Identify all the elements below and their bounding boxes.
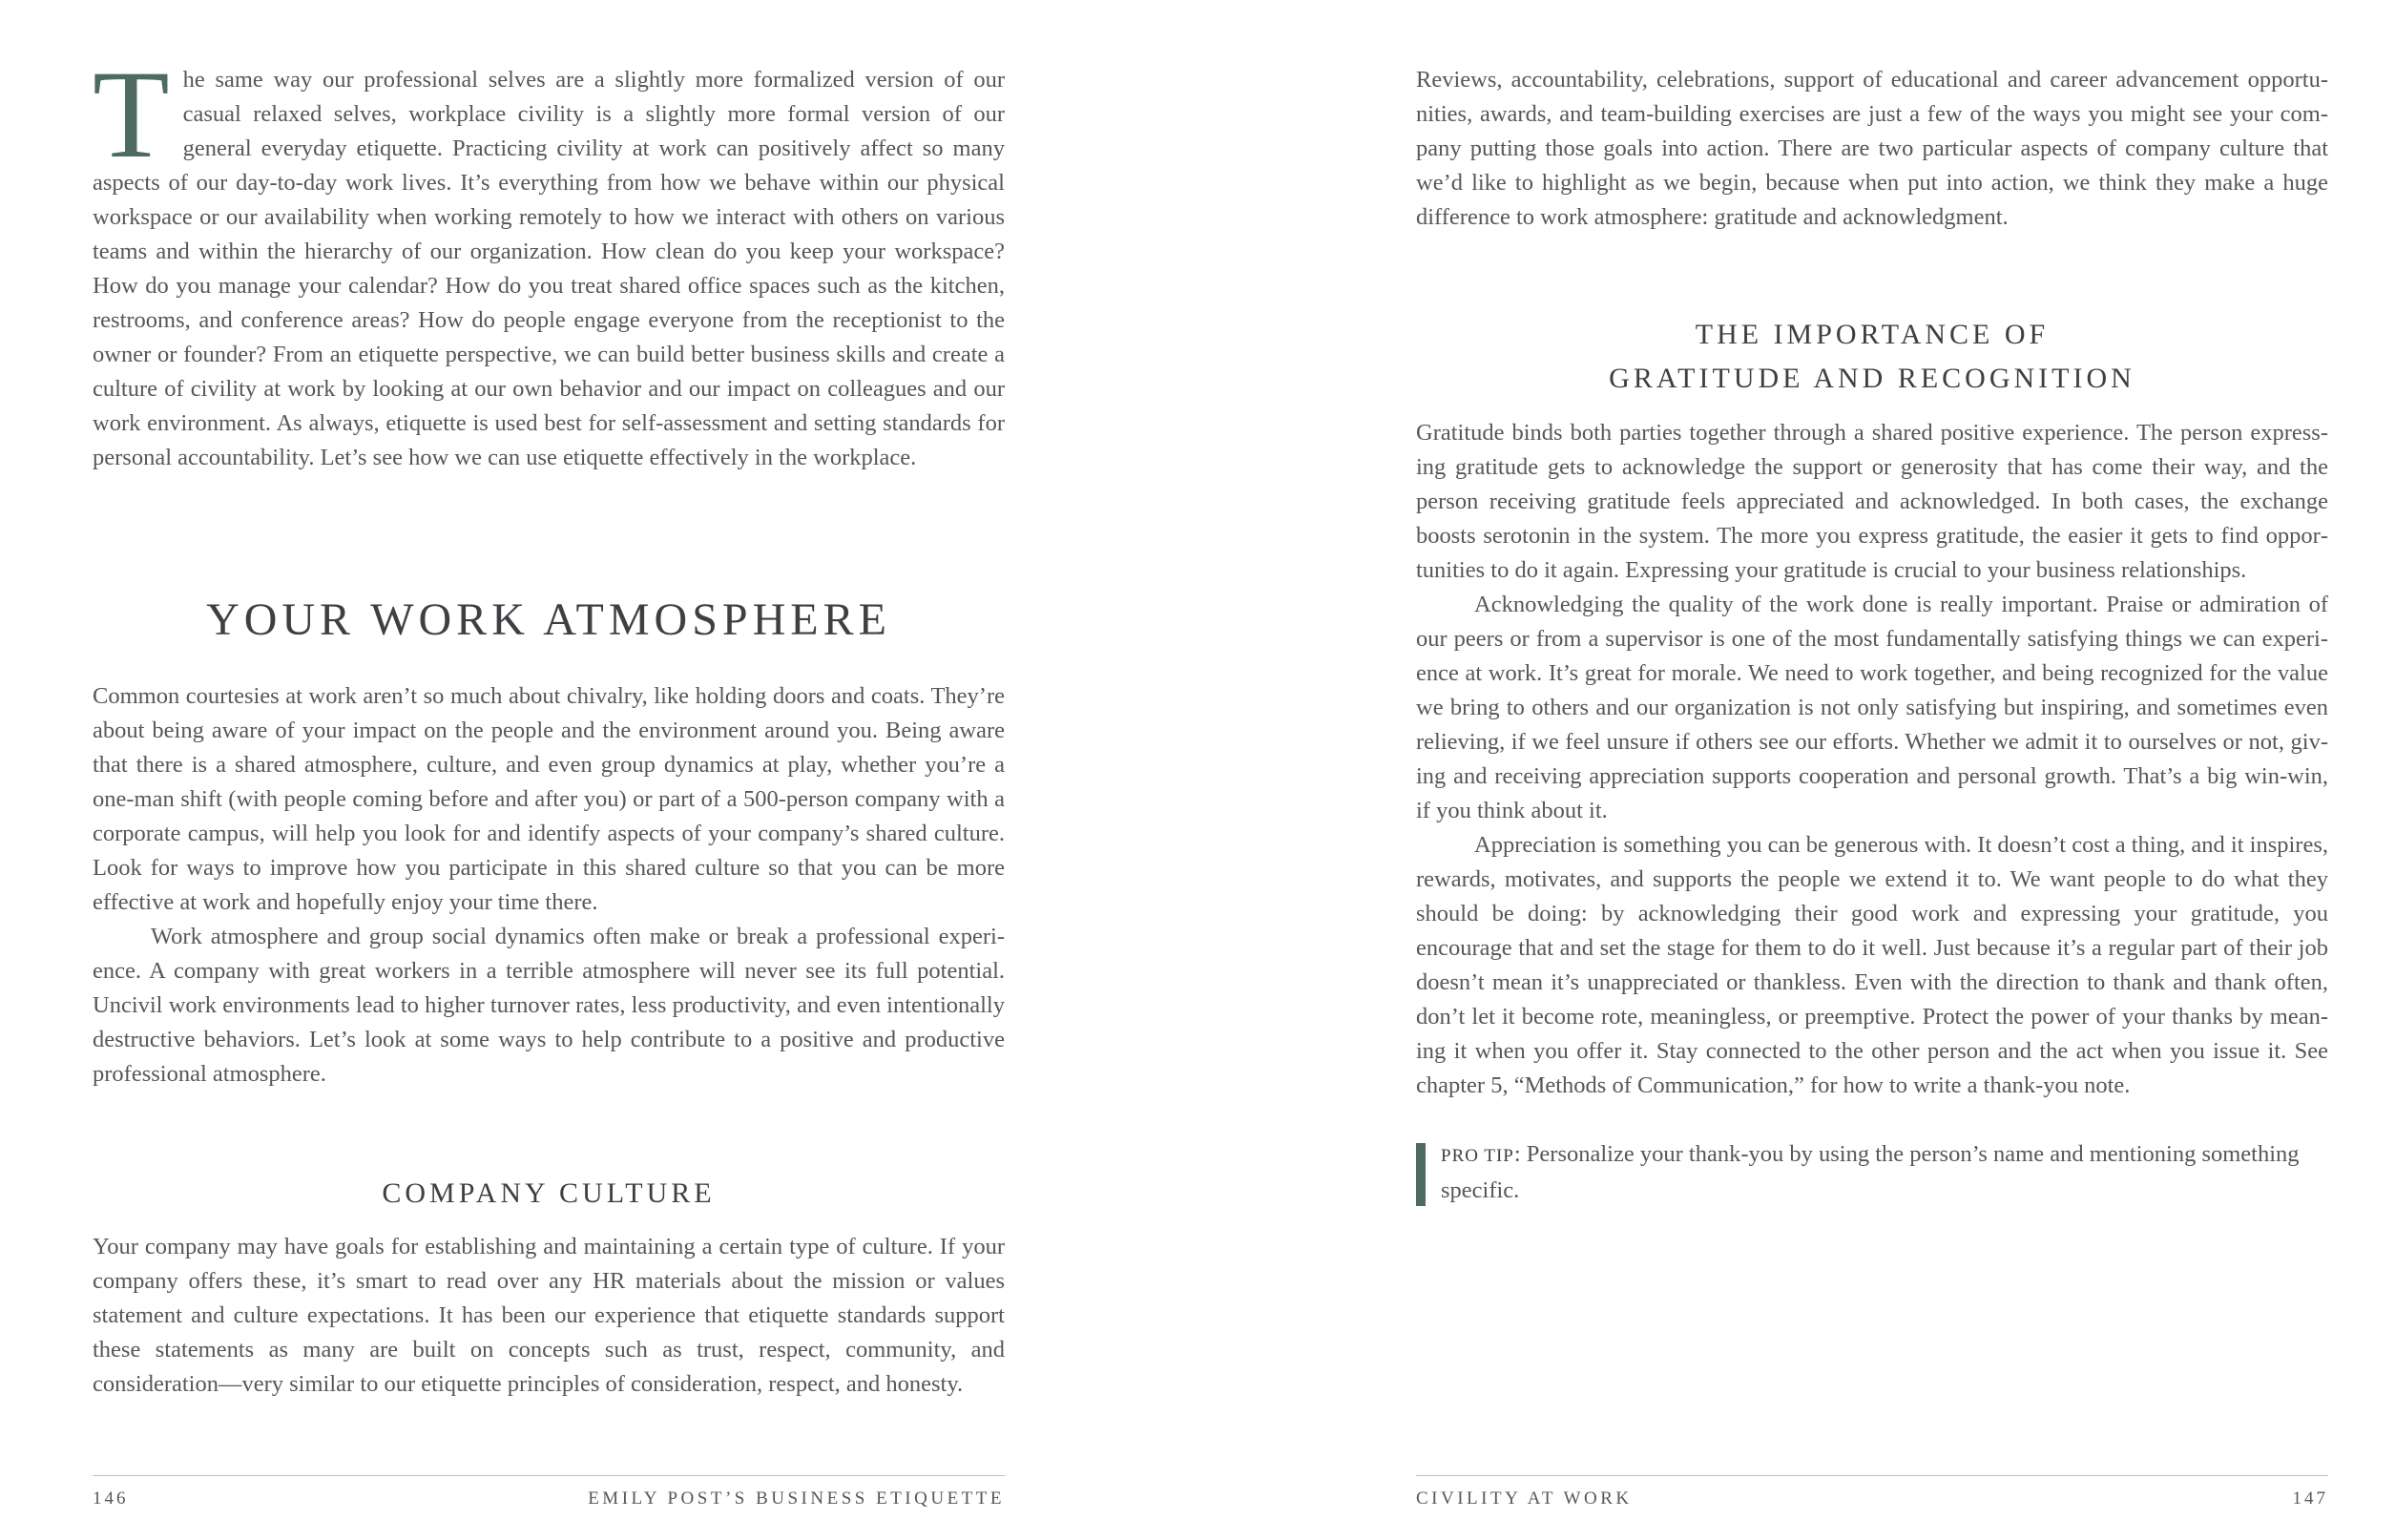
company-culture-section <box>93 1230 1005 1402</box>
left-page <box>93 0 1005 1540</box>
subheading-line-1: THE IMPORTANCE OF <box>1695 319 2050 350</box>
culture-paragraph: Your company may have goals for establishing and maintaining a certain type of culture. If your company offers these, it’s smart to read over any HR materials about the mission or values statement and culture expectations. It has been our experience that etiquette standards support these statements as many are built on concepts such as trust, respect, community, and consideration—very similar to our etiquette principles of consideration, respect, and honesty. <box>93 1234 1005 1397</box>
intro-paragraph <box>93 44 1005 475</box>
running-title-right: CIVILITY AT WORK <box>1416 1488 1633 1509</box>
pro-tip-label: PRO TIP <box>1441 1146 1514 1166</box>
pro-tip-callout <box>1416 1137 2328 1208</box>
right-intro-text: Reviews, accountability, celebrations, support of educational and career advancement opportunities, awards, and team-building exercises are just a few of the ways you might see your company putting those goals into action. There are two particular aspects of company culture that we’d like to highlight as we begin, because when put into action, we think they make a huge difference to work atmosphere: gratitude and acknowledgment. <box>1416 67 2328 230</box>
subheading-gratitude <box>1416 313 2328 401</box>
gratitude-paragraph-3: Appreciation is something you can be generous with. It doesn’t cost a thing, and it inspires, rewards, motivates, and supports the people we extend it to. We want people to do what they should be doing: by acknowledging their good work and expressing your gratitude, you encourage that and set the stage for them to do it well. Just because it’s a regular part of their job doesn’t mean it’s unappreciated or thankless. Even with the direction to thank and thank often, don’t let it become rote, meaningless, or preemptive. Protect the power of your thanks by meaning it when you offer it. Stay connected to the other person and the act when you issue it. See chapter 5, “Methods of Communication,” for how to write a thank-you note. <box>1416 832 2328 1098</box>
subheading-line-2: GRATITUDE AND RECOGNITION <box>1609 363 2135 394</box>
footer-rule-left <box>93 1475 1005 1476</box>
page-number-right: 147 <box>2292 1488 2328 1509</box>
subheading-company-culture: COMPANY CULTURE <box>382 1177 716 1209</box>
intro-text: he same way our professional selves are a slightly more formalized version of our casual relaxed selves, workplace civility is a slightly more formal version of our general everyday etiquette. Practicing civility at work can positively affect so many aspects of our day-to-day work lives. It’s everything from how we behave within our physical workspace or our availability when working remotely to how we interact with others on various teams and within the hierarchy of our organization. How clean do you keep your workspace? How do you manage your calendar? How do you treat shared office spaces such as the kitchen, restrooms, and conference areas? How do people engage everyone from the receptionist to the owner or founder? From an etiquette perspective, we can build better business skills and create a culture of civility at work by looking at our own behavior and our impact on colleagues and our work environment. As always, etiquette is used best for self-assessment and setting standards for personal accountability. Let’s see how we can use etiquette effectively in the workplace. <box>93 67 1005 470</box>
gratitude-paragraph-2: Acknowledging the quality of the work done is really important. Praise or admiration of our peers or from a supervisor is one of the most fundamentally satisfying things we can experience at work. It’s great for morale. We need to work together, and being recognized for the value we bring to others and our organization is not only satisfying but inspiring, and sometimes even relieving, if we feel unsure if others see our efforts. Whether we admit it to ourselves or not, giving and receiving appreciation supports cooperation and personal growth. That’s a big win-win, if you think about it. <box>1416 592 2328 823</box>
right-page <box>1416 0 2328 1540</box>
page-number-left: 146 <box>93 1488 129 1509</box>
pro-tip-text <box>1441 1137 2328 1208</box>
pro-tip-body: : Personalize your thank-you by using the person’s name and mentioning something specific. <box>1441 1141 2300 1203</box>
footer-rule-right <box>1416 1475 2328 1476</box>
running-title-left: EMILY POST’S BUSINESS ETIQUETTE <box>588 1488 1005 1509</box>
atmosphere-paragraph-1: Common courtesies at work aren’t so much about chivalry, like holding doors and coats. They’re about being aware of your impact on the people and the environment around you. Being aware that there is a shared atmosphere, culture, and even group dynamics at play, whether you’re a one-man shift (with people coming before and after you) or part of a 500-person company with a corporate campus, will help you look for and identify aspects of your company’s shared culture. Look for ways to improve how you participate in this shared culture so that you can be more effective at work and hopefully enjoy your time there. <box>93 683 1005 915</box>
pro-tip-accent-bar <box>1416 1143 1426 1206</box>
atmosphere-paragraph-2: Work atmosphere and group social dynamics often make or break a professional experience. A company with great workers in a terrible atmosphere will never see its full potential. Uncivil work environments lead to higher turnover rates, less productivity, and even intentionally destructive behaviors. Let’s look at some ways to help contribute to a positive and productive professional atmosphere. <box>93 924 1005 1087</box>
gratitude-section <box>1416 416 2328 1103</box>
drop-cap: T <box>93 44 170 184</box>
right-intro-paragraph <box>1416 63 2328 235</box>
section-heading-work-atmosphere: YOUR WORK ATMOSPHERE <box>206 594 891 645</box>
gratitude-paragraph-1: Gratitude binds both parties together through a shared positive experience. The person expressing gratitude gets to acknowledge the support or generosity that has come their way, and the person receiving gratitude feels appreciated and acknowledged. In both cases, the exchange boosts serotonin in the system. The more you express gratitude, the easier it gets to find opportunities to do it again. Expressing your gratitude is crucial to your business relationships. <box>1416 420 2328 583</box>
work-atmosphere-section <box>93 679 1005 1092</box>
